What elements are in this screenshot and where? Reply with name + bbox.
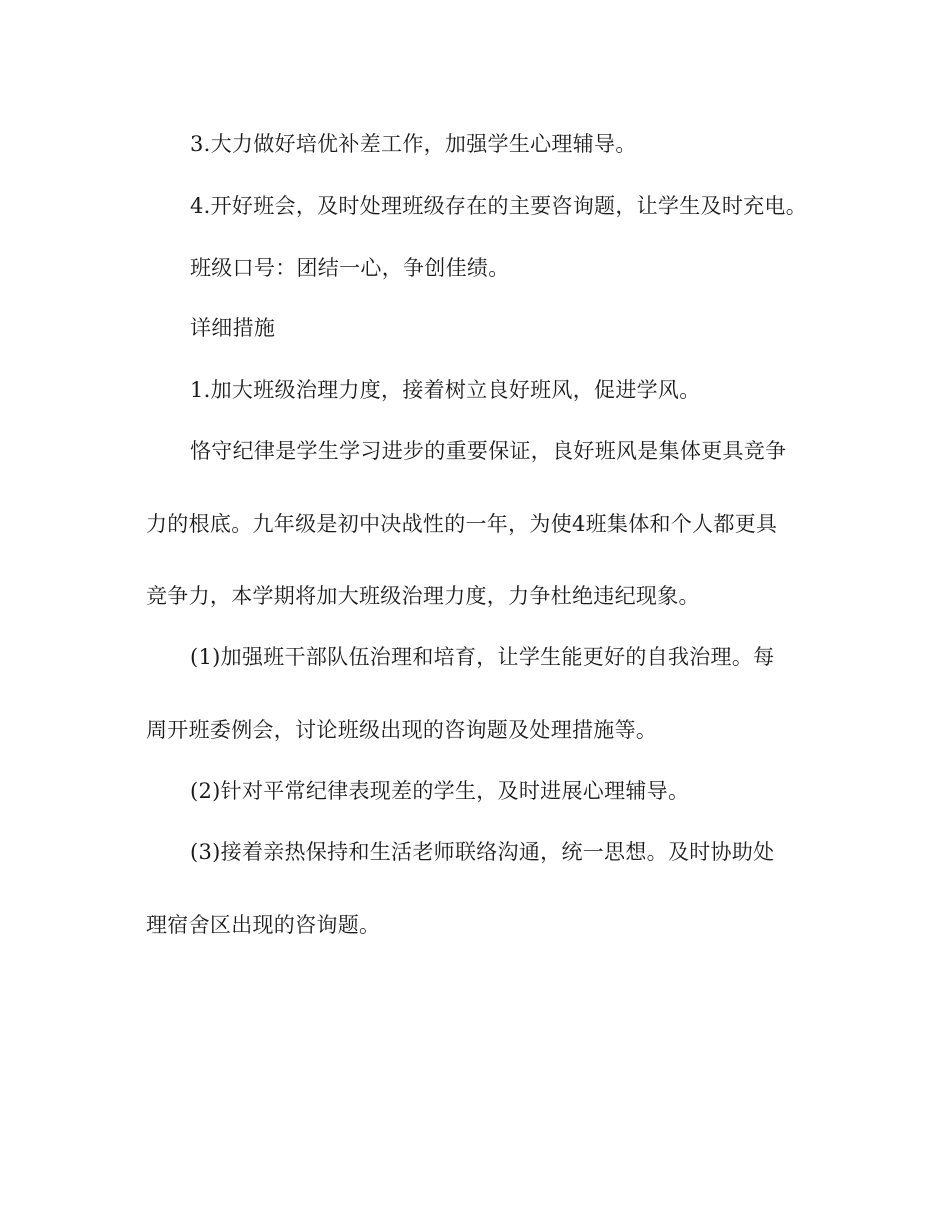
section-heading-measures: 详细措施 (190, 316, 276, 340)
sub-measure-1-line-2: 周开班委例会，讨论班级出现的咨询题及处理措施等。 (146, 718, 658, 742)
measure-1-text-line-2: 力的根底。九年级是初中决战性的一年，为使4班集体和个人都更具 (146, 512, 778, 536)
paragraph-item-3: 3.大力做好培优补差工作，加强学生心理辅导。 (190, 132, 637, 156)
class-slogan: 班级口号：团结一心，争创佳绩。 (190, 256, 510, 280)
measure-1-text-line-1: 恪守纪律是学生学习进步的重要保证，良好班风是集体更具竞争 (190, 439, 787, 463)
sub-measure-1-line-1: (1)加强班干部队伍治理和培育，让学生能更好的自我治理。每 (190, 645, 775, 669)
sub-measure-3-line-2: 理宿舍区出现的咨询题。 (146, 913, 381, 937)
measure-1-text-line-3: 竞争力，本学期将加大班级治理力度，力争杜绝违纪现象。 (146, 584, 700, 608)
paragraph-item-4: 4.开好班会，及时处理班级存在的主要咨询题，让学生及时充电。 (190, 194, 808, 218)
sub-measure-3-line-1: (3)接着亲热保持和生活老师联络沟通，统一思想。及时协助处 (190, 840, 775, 864)
measure-1-heading: 1.加大班级治理力度，接着树立良好班风，促进学风。 (190, 378, 701, 402)
sub-measure-2: (2)针对平常纪律表现差的学生，及时进展心理辅导。 (190, 779, 690, 803)
